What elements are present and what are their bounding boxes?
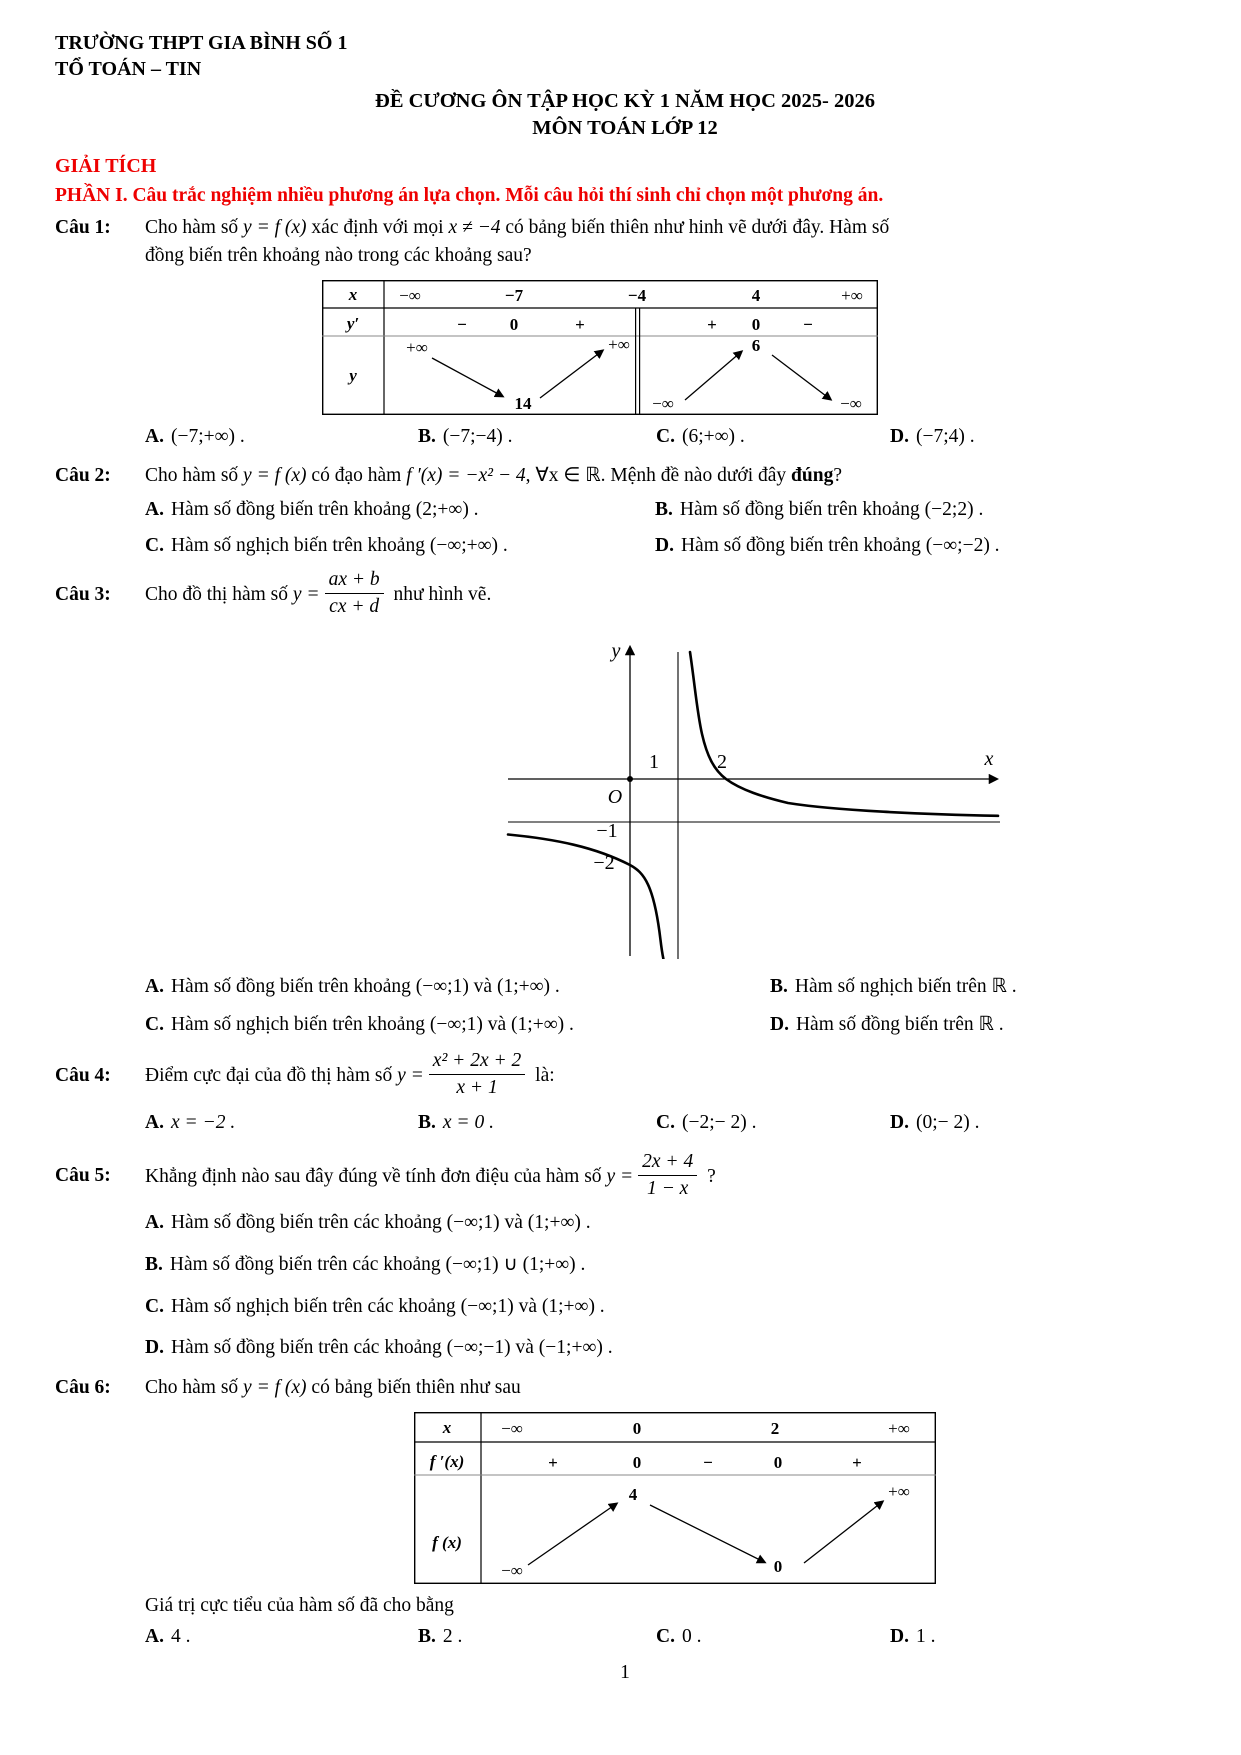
fraction-numerator: x² + 2x + 2 [429,1050,525,1075]
option-key: D. [890,1111,909,1133]
q2-option-d [655,532,1195,560]
t1-y-bot-left: −∞ [652,393,674,413]
t1-x-neg-inf: −∞ [399,285,421,305]
t1-arrow-down-2 [772,355,830,399]
option-text: (0;− 2) . [915,1111,980,1133]
question-1-text [145,214,1195,269]
t1-y-top-mid: +∞ [608,334,630,354]
document-title: ĐỀ CƯƠNG ÔN TẬP HỌC KỲ 1 NĂM HỌC 2025- 2026 [375,90,875,112]
q4-fraction [429,1050,525,1099]
q1-text-mid: xác định với mọi [306,217,449,239]
option-key: B. [770,975,788,997]
question-3 [55,571,1195,620]
t1-sign-4: + [707,314,717,334]
tick-1: 1 [649,750,659,773]
q6-text-line2: Giá trị cực tiểu của hàm số đã cho bằng [145,1594,454,1616]
tick-2: 2 [717,750,727,773]
fraction-denominator: x + 1 [456,1077,498,1099]
question-5-text [145,1150,1195,1202]
option-key: C. [656,1626,675,1648]
q5-text-post: ? [702,1165,716,1187]
t6-sign-2: 0 [632,1452,642,1472]
question-6 [55,1374,1195,1402]
t6-sign-4: 0 [773,1452,783,1472]
q3-options-row1 [145,973,1195,1001]
q1-variation-table [322,280,1195,415]
option-text: Hàm số đồng biến trên khoảng (−2;2) . [679,498,984,520]
q6-math-function: y = f (x) [243,1377,307,1399]
t1-arrow-down-1 [432,358,502,396]
question-1 [55,214,1195,269]
origin-label: O [607,785,623,808]
q1-math-condition: x ≠ −4 [448,217,501,239]
option-text: Hàm số đồng biến trên các khoảng (−∞;−1) và (−1;+∞) . [170,1337,613,1359]
option-text: (−2;− 2) . [681,1111,757,1133]
q6-text-pre: Cho hàm số [145,1377,244,1399]
q5-math-y: y = [606,1165,634,1187]
q1-text-pre: Cho hàm số [145,217,244,239]
t6-x-pos-inf: +∞ [888,1418,910,1438]
option-key: C. [656,1111,675,1133]
q6-variation-table [414,1412,1195,1584]
option-text: x = 0 . [442,1111,494,1133]
q3-option-b [770,973,1195,1001]
origin-dot [627,776,633,782]
option-key: C. [145,534,164,556]
q6-text-line2-wrap [145,1592,1195,1620]
t1-y-bot-right: −∞ [840,393,862,413]
q2-math-forall: ∀x ∈ ℝ [535,465,601,487]
option-key: A. [145,498,164,520]
option-key: B. [418,425,436,447]
x-axis-label: x [984,747,994,770]
option-key: A. [145,425,164,447]
t6-sign-1: + [548,1452,558,1472]
q6-option-d [890,1623,1195,1651]
t1-sign-1: − [457,314,467,334]
option-text: (−7;−4) . [442,425,513,447]
q1-text-line2: đồng biến trên khoảng nào trong các khoảng sau? [145,244,532,266]
option-key: A. [145,1212,164,1234]
q6-option-b [418,1623,656,1651]
document-subtitle: MÔN TOÁN LỚP 12 [532,117,718,140]
option-key: B. [145,1254,163,1276]
department-name: TỔ TOÁN – TIN [55,58,202,80]
q2-text-end: ? [833,465,842,487]
option-text: Hàm số đồng biến trên khoảng (−∞;−2) . [680,534,1000,556]
question-2 [55,462,1195,490]
option-key: D. [890,425,909,447]
fraction-numerator: 2x + 4 [638,1151,697,1176]
t1-y-max-6: 6 [751,335,761,355]
t1-header-y: y [349,365,357,385]
option-key: D. [770,1013,789,1035]
question-6-label: Câu 6: [55,1377,111,1399]
option-text: Hàm số nghịch biến trên các khoảng (−∞;1) và (1;+∞) . [170,1295,605,1317]
q6-options [145,1623,1195,1651]
option-text: Hàm số đồng biến trên các khoảng (−∞;1) và (1;+∞) . [170,1212,591,1234]
fraction-denominator: 1 − x [647,1177,689,1199]
question-3-text [145,571,1195,620]
q2-math-function: y = f (x) [243,465,307,487]
t6-header-f: f (x) [432,1532,462,1552]
q3-option-d [770,1011,1195,1039]
t1-sign-2: 0 [509,314,519,334]
option-text: Hàm số nghịch biến trên khoảng (−∞;+∞) . [170,534,508,556]
q4-option-c [656,1109,890,1137]
t1-arrow-up-1 [540,351,602,398]
fraction-numerator: ax + b [325,569,384,594]
option-key: C. [145,1013,164,1035]
q5-option-d [145,1334,1195,1362]
question-4 [55,1052,1195,1101]
t6-x-neg-inf: −∞ [501,1418,523,1438]
t6-header-x: x [442,1417,452,1437]
q5-option-c [145,1293,1195,1321]
question-3-label: Câu 3: [55,584,111,606]
option-text: (−7;4) . [915,425,975,447]
curve-right-branch [690,652,998,816]
q1-option-b [418,423,656,451]
q2-text-mid3: . Mệnh đề nào dưới đây [600,465,792,487]
question-4-label: Câu 4: [55,1065,111,1087]
t6-sign-3: − [703,1452,713,1472]
option-key: C. [145,1295,164,1317]
option-key: B. [418,1111,436,1133]
q6-text-post: có bảng biến thiên như sau [306,1377,521,1399]
q3-option-a [145,973,770,1001]
option-text: Hàm số đồng biến trên ℝ . [795,1013,1004,1035]
section-heading: GIẢI TÍCH [55,155,157,178]
q2-text-mid2: , [525,465,536,487]
q1-option-a [145,423,418,451]
question-5 [55,1150,1195,1202]
q2-math-derivative: f ′(x) = −x² − 4 [406,465,526,487]
q4-option-b [418,1109,656,1137]
q1-option-c [656,423,890,451]
t1-sign-5: 0 [751,314,761,334]
option-text: 0 . [681,1626,702,1648]
part-heading: PHẦN I. Câu trắc nghiệm nhiều phương án lựa chọn. Mỗi câu hỏi thí sinh chỉ chọn một phương án. [55,185,884,207]
option-text: Hàm số nghịch biến trên ℝ . [794,975,1017,997]
option-text: 4 . [170,1626,191,1648]
t6-arrow-down-1 [650,1505,764,1562]
q4-text-pre: Điểm cực đại của đồ thị hàm số [145,1065,398,1087]
option-text: Hàm số đồng biến trên các khoảng (−∞;1) ∪ (1;+∞) . [169,1254,586,1276]
q1-options [145,423,1195,451]
t1-y-top-left: +∞ [406,337,428,357]
q1-text-post: có bảng biến thiên như hinh vẽ dưới đây. Hàm số [500,217,890,239]
t1-x-pos-inf: +∞ [841,285,863,305]
t6-arrow-up-1 [528,1504,616,1565]
q2-option-a [145,496,655,524]
page-number: 1 [620,1662,630,1684]
q4-text-post: là: [530,1065,555,1087]
t6-f-top-right: +∞ [888,1481,910,1501]
t1-sign-3: + [575,314,585,334]
t6-x-2: 2 [770,1418,780,1438]
option-key: A. [145,1111,164,1133]
option-key: B. [418,1626,436,1648]
option-text: Hàm số đồng biến trên khoảng (−∞;1) và (1;+∞) . [170,975,560,997]
fraction-denominator: cx + d [329,596,380,618]
option-key: C. [656,425,675,447]
q2-options-row2 [145,532,1195,560]
option-key: D. [890,1626,909,1648]
q3-math-y: y = [292,584,320,606]
t6-arrow-up-2 [804,1502,882,1563]
q1-option-d [890,423,1195,451]
question-1-label: Câu 1: [55,217,111,239]
q5-option-a [145,1209,1195,1237]
q4-option-a [145,1109,418,1137]
option-text: 2 . [442,1626,463,1648]
t1-sign-6: − [803,314,813,334]
q2-options-row1 [145,496,1195,524]
t1-header-yprime: y′ [346,313,360,333]
q3-text-pre: Cho đồ thị hàm số [145,584,293,606]
t6-header-fprime: f ′(x) [429,1451,465,1471]
q6-option-c [656,1623,890,1651]
option-key: A. [145,975,164,997]
t1-header-x: x [348,284,358,304]
school-name: TRƯỜNG THPT GIA BÌNH SỐ 1 [55,32,348,54]
option-key: A. [145,1626,164,1648]
q3-options-row2 [145,1011,1195,1039]
q3-graph [495,624,1195,959]
q3-option-c [145,1011,770,1039]
option-text: 1 . [915,1626,936,1648]
t1-y-min-14: 14 [514,393,532,413]
option-key: D. [145,1337,164,1359]
t1-arrow-up-2 [685,352,741,400]
q2-option-c [145,532,655,560]
option-text: (−7;+∞) . [170,425,245,447]
question-2-text [145,462,1195,490]
q6-table-svg [414,1412,936,1584]
q4-options [145,1109,1195,1137]
t6-f-bot-left: −∞ [501,1560,523,1580]
t1-x-4: 4 [751,285,761,305]
q2-text-pre: Cho hàm số [145,465,244,487]
tick-neg2: −2 [593,851,615,874]
q2-text-mid1: có đạo hàm [306,465,407,487]
q5-fraction [638,1151,697,1200]
curve-left-branch [508,834,663,959]
q5-options [145,1209,1195,1362]
option-text: x = −2 . [170,1111,236,1133]
q5-text-pre: Khẳng định nào sau đây đúng về tính đơn điệu của hàm số [145,1165,607,1187]
t6-x-0: 0 [632,1418,642,1438]
q3-text-post: như hình vẽ. [388,584,492,606]
q1-table-svg [322,280,878,415]
y-axis-label: y [611,639,621,662]
q3-graph-svg [495,624,1015,959]
question-5-label: Câu 5: [55,1165,111,1187]
option-key: B. [655,498,673,520]
t6-f-min-0: 0 [773,1556,783,1576]
q2-option-b [655,496,1195,524]
q5-option-b [145,1251,1195,1279]
q4-math-y: y = [397,1065,424,1087]
option-text: Hàm số đồng biến trên khoảng (2;+∞) . [170,498,479,520]
option-text: Hàm số nghịch biến trên khoảng (−∞;1) và (1;+∞) . [170,1013,574,1035]
table-border [415,1412,936,1583]
question-6-text [145,1374,1195,1402]
q4-option-d [890,1109,1195,1137]
question-2-label: Câu 2: [55,465,111,487]
q3-fraction [325,569,384,618]
t6-f-max-4: 4 [628,1484,638,1504]
option-text: (6;+∞) . [681,425,745,447]
q1-math-function: y = f (x) [243,217,307,239]
tick-neg1: −1 [596,819,618,842]
t6-sign-5: + [852,1452,862,1472]
t1-x-neg4: −4 [627,285,647,305]
q2-emphasis: đúng [791,465,834,487]
q6-option-a [145,1623,418,1651]
title-block [55,88,1195,142]
option-key: D. [655,534,674,556]
question-4-text [145,1052,1195,1101]
t1-x-neg7: −7 [504,285,524,305]
